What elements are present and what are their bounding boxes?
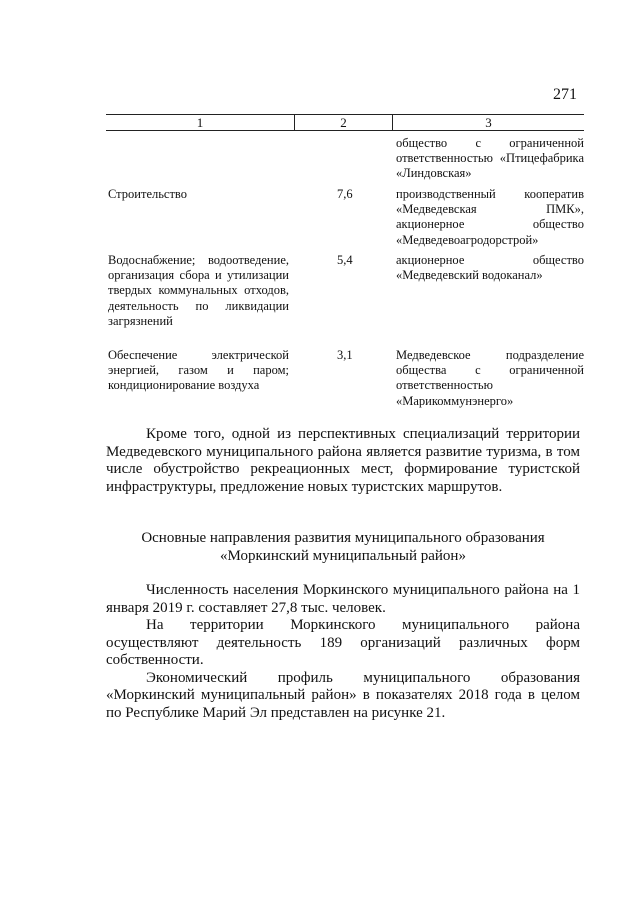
table-cell-organizations: общество с ограниченной ответственностью «Птицефабрика «Линдовская» [396, 136, 584, 181]
table-cell-sector: Водоснабжение; водоотведение, организация сбора и утилизации твердых коммунальных отходов, деятельность по ликвидации загрязнений [108, 253, 289, 328]
table-cell-organizations: производственный кооператив «Медведевская ПМК», акционерное общество «Медведевоагродорстрой» [396, 187, 584, 247]
sector-table [106, 114, 584, 408]
population-paragraph: Численность населения Моркинского муниципального района на 1 января 2019 г. составляет 27,8 тыс. человек. [106, 582, 580, 616]
section-heading-line-1: Основные направления развития муниципального образования [141, 530, 545, 546]
table-cell-sector: Обеспечение электрической энергией, газом и паром; кондиционирование воздуха [108, 348, 289, 393]
tourism-paragraph-block [106, 426, 580, 496]
economic-profile-paragraph: Экономический профиль муниципального образования «Моркинский муниципальный район» в показателях 2018 года в целом по Республике Марий Эл представлен на рисунке 21. [106, 669, 580, 721]
table-header-row [106, 114, 584, 131]
section-heading [106, 530, 580, 565]
organizations-paragraph: На территории Моркинского муниципального района осуществляют деятельность 189 организаций различных форм собственности. [106, 617, 580, 668]
table-cell-share: 7,6 [337, 187, 353, 201]
table-header-col-2: 2 [295, 115, 393, 130]
table-header-col-1: 1 [106, 115, 295, 130]
table-header-col-3: 3 [485, 115, 492, 130]
table-cell-organizations: акционерное общество «Медведевский водоканал» [396, 253, 584, 283]
table-cell-share: 3,1 [337, 348, 353, 362]
table-cell-share: 5,4 [337, 253, 353, 267]
table-cell-organizations: Медведевское подразделение общества с ограниченной ответственностью «Марикоммунэнерго» [396, 348, 584, 408]
tourism-paragraph: Кроме того, одной из перспективных специализаций территории Медведевского муниципального района является развитие туризма, в том числе обустройство рекреационных мест, формирование туристской инфраструктуры, предложение новых туристских маршрутов. [106, 426, 580, 495]
table-cell-sector: Строительство [108, 187, 188, 201]
section-heading-line-2: «Моркинский муниципальный район» [220, 547, 466, 564]
page-number: 271 [553, 86, 577, 103]
morki-paragraphs [106, 582, 580, 722]
